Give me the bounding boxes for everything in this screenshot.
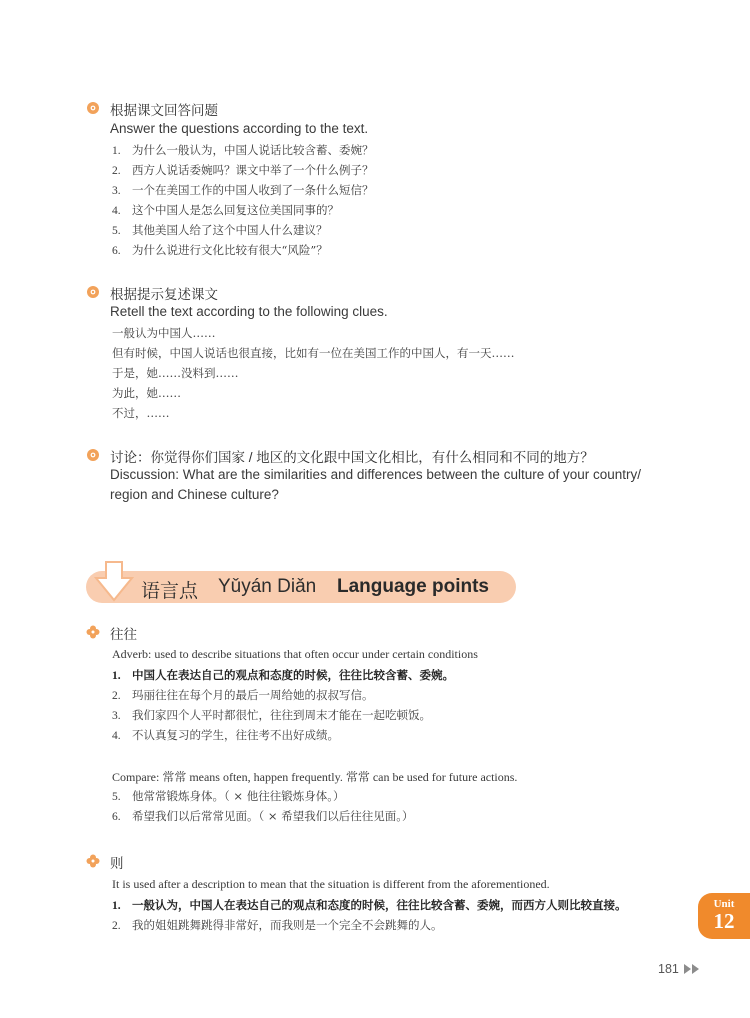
double-chevron-right-icon [683, 963, 705, 975]
banner-english: Language points [337, 576, 489, 597]
example-item: 5. 他常常锻炼身体。（ × 他往往锻炼身体。） [112, 789, 345, 803]
question-item: 6. 为什么说进行文化比较有很大“风险”？ [112, 243, 328, 257]
banner-chinese: 语言点 [141, 581, 199, 602]
clue-item: 但有时候，中国人说话也很直接，比如有一位在美国工作的中国人，有一天…… [112, 346, 515, 360]
banner-pinyin: Yǔyán Diǎn [218, 576, 317, 597]
question-item: 1. 为什么一般认为，中国人说话比较含蓄、委婉？ [112, 143, 374, 157]
clue-item: 为此，她…… [112, 386, 181, 400]
unit-tab [698, 893, 750, 939]
compare-note: Compare: 常常 means often, happen frequently. 常常 can be used for future actions. [112, 770, 518, 784]
unit-number: 12 [713, 909, 735, 933]
point-definition: Adverb: used to describe situations that often occur under certain conditions [112, 647, 478, 661]
gear-bullet-icon [86, 285, 100, 299]
unit-label: Unit [713, 898, 735, 910]
flower-bullet-icon [86, 625, 100, 639]
example-item: 4. 不认真复习的学生，往往考不出好成绩。 [112, 728, 339, 742]
example-item: 1. 中国人在表达自己的观点和态度的时候，往往比较含蓄、委婉。 [112, 668, 454, 682]
example-item: 2. 玛丽往往在每个月的最后一周给她的叔叔写信。 [112, 688, 374, 702]
gear-bullet-icon [86, 448, 100, 462]
point-title: 往往 [110, 627, 137, 642]
flower-bullet-icon [86, 854, 100, 868]
discussion-text-line: region and Chinese culture? [110, 487, 279, 502]
section-answer-questions-title: 根据课文回答问题 [110, 103, 218, 118]
clue-item: 不过，…… [112, 406, 170, 420]
point-definition: It is used after a description to mean that the situation is different from the aforementioned. [112, 877, 550, 891]
gear-bullet-icon [86, 101, 100, 115]
question-item: 4. 这个中国人是怎么回复这位美国同事的？ [112, 203, 339, 217]
section-retell-subtitle: Retell the text according to the following clues. [110, 304, 388, 319]
section-retell-title: 根据提示复述课文 [110, 287, 218, 302]
section-answer-questions-subtitle: Answer the questions according to the text. [110, 121, 369, 136]
example-item: 3. 我们家四个人平时都很忙，往往到周末才能在一起吃顿饭。 [112, 708, 431, 722]
down-arrow-icon [92, 560, 136, 604]
clue-item: 一般认为中国人…… [112, 326, 216, 340]
question-item: 5. 其他美国人给了这个中国人什么建议？ [112, 223, 328, 237]
page-number: 181 [658, 962, 679, 976]
question-item: 2. 西方人说话委婉吗？课文中举了一个什么例子？ [112, 163, 374, 177]
example-item: 1. 一般认为，中国人在表达自己的观点和态度的时候，往往比较含蓄、委婉，而西方人则比较直接。 [112, 898, 627, 912]
clue-item: 于是，她……没料到…… [112, 366, 239, 380]
example-item: 2. 我的姐姐跳舞跳得非常好，而我则是一个完全不会跳舞的人。 [112, 918, 443, 932]
example-item: 6. 希望我们以后常常见面。（ × 希望我们以后往往见面。） [112, 809, 414, 823]
section-discussion-title: 讨论：你觉得你们国家 / 地区的文化跟中国文化相比，有什么相同和不同的地方？ [110, 450, 594, 465]
discussion-text-line: Discussion: What are the similarities and differences between the culture of your country/ [110, 467, 642, 482]
point-title: 则 [110, 856, 124, 871]
question-item: 3. 一个在美国工作的中国人收到了一条什么短信？ [112, 183, 374, 197]
